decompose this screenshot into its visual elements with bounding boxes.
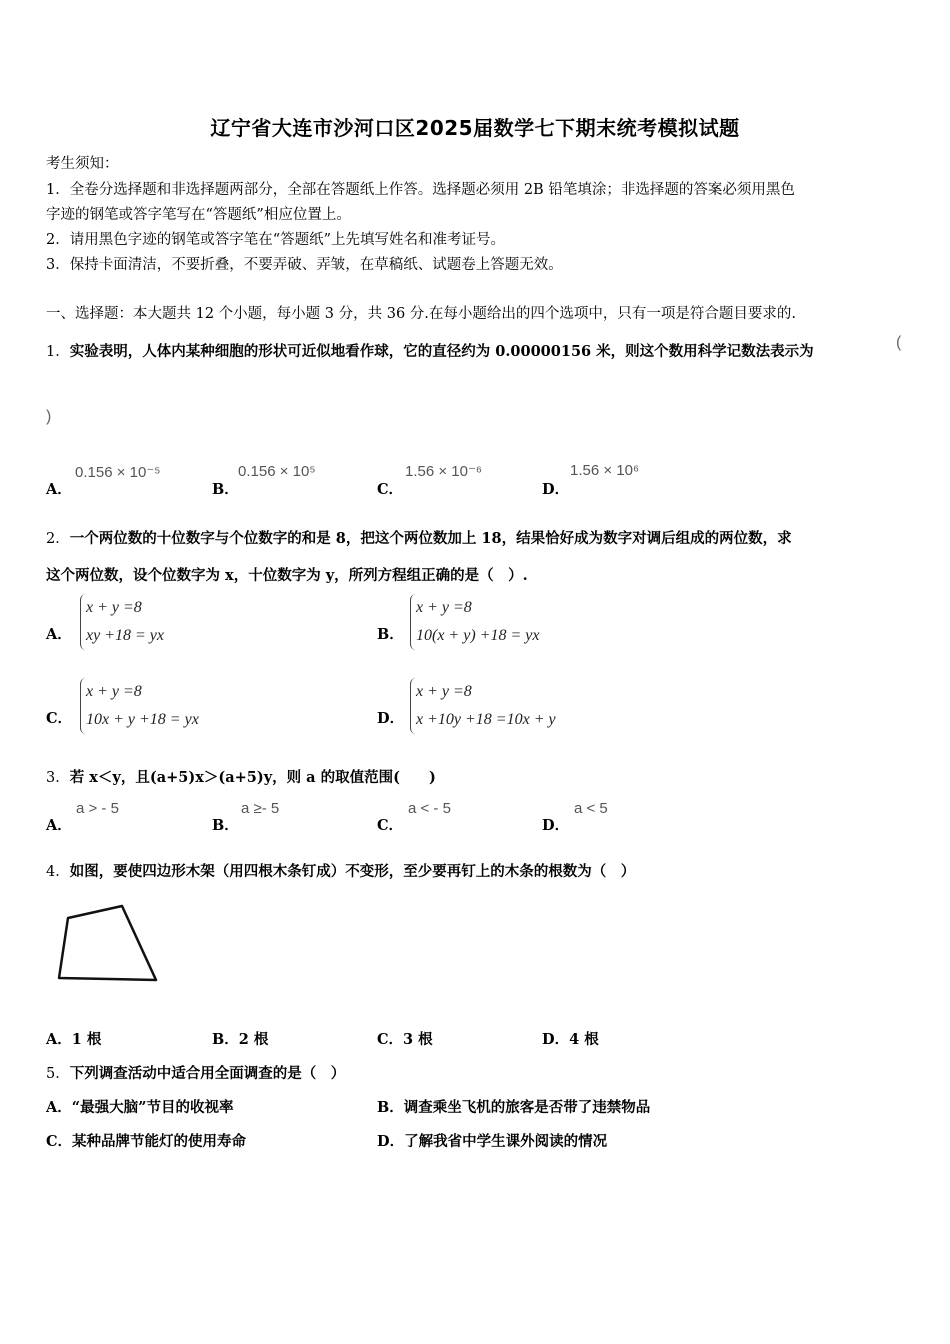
q3-option-d-value: a < 5 [574,800,608,817]
q3-option-a-label: A． [46,817,72,834]
question-number: 4． [46,864,70,880]
section-heading: 一、选择题：本大题共 12 个小题，每小题 3 分，共 36 分.在每小题给出的四个选项中，只有一项是符合题目要求的. [46,306,796,322]
equation: 10(x + y) +18 = yx [416,627,540,644]
notice-heading: 考生须知： [46,156,119,172]
q2-option-b-system [410,594,539,650]
q3-option-b-value: a ≥- 5 [241,800,280,817]
q4-option-c: C．3 根 [377,1031,433,1048]
equation: x +10y +18 =10x + y [416,711,556,728]
q1-option-a-label: A． [46,481,72,498]
equation: x + y =8 [86,599,142,616]
q3-option-b-label: B． [212,817,239,834]
equation: x + y =8 [86,683,142,700]
question-number: 1． [46,344,70,360]
q2-option-b-label: B． [377,626,404,643]
notice-line-1b: 字迹的钢笔或答字笔写在“答题纸”相应位置上。 [46,207,351,223]
page-title: 辽宁省大连市沙河口区2025届数学七下期末统考模拟试题 [210,116,740,140]
q2-option-d-system [410,678,556,734]
q5-option-c: C．某种品牌节能灯的使用寿命 [46,1133,247,1150]
q5-option-b: B．调查乘坐飞机的旅客是否带了违禁物品 [377,1099,651,1116]
q2-option-c-system [80,678,199,734]
q3-option-d-label: D． [542,817,570,834]
notice-line-2: 2．请用黑色字迹的钢笔或答字笔在“答题纸”上先填写姓名和准考证号。 [46,232,506,248]
question-text: 如图，要使四边形木架（用四根木条钉成）不变形，至少要再钉上的木条的根数为（ ） [69,863,636,880]
question-3 [46,766,436,787]
q2-option-a-system [80,594,164,650]
answer-paren-open: ( [896,334,902,351]
question-number: 2． [46,531,70,547]
question-text: 实验表明，人体内某种细胞的形状可近似地看作球，它的直径约为 0.00000156 米，则这个数用科学记数法表示为 [69,343,814,360]
q1-option-b-label: B． [212,481,239,498]
q1-option-d-value: 1.56 × 10⁶ [570,462,640,479]
quadrilateral-figure [50,898,170,990]
q1-option-d-label: D． [542,481,570,498]
q2-option-a-label: A． [46,626,72,643]
q3-option-c-value: a < - 5 [408,800,451,817]
q5-option-a: A．“最强大脑”节目的收视率 [46,1099,234,1116]
notice-line-1a: 1．全卷分选择题和非选择题两部分，全部在答题纸上作答。选择题必须用 2B 铅笔填涂；非选择题的答案必须用黑色 [46,182,795,198]
equation: xy +18 = yx [86,627,164,644]
question-text: 若 x＜y，且(a+5)x＞(a+5)y，则 a 的取值范围( ) [69,769,436,786]
question-1 [46,340,814,361]
q4-option-b: B．2 根 [212,1031,269,1048]
equation: x + y =8 [416,599,472,616]
q3-option-c-label: C． [377,817,404,834]
question-number: 3． [46,770,70,786]
question-text: 一个两位数的十位数字与个位数字的和是 8，把这个两位数加上 18，结果恰好成为数字对调后组成的两位数，求 [69,530,792,547]
question-2-line-1 [46,527,792,548]
equation: 10x + y +18 = yx [86,711,199,728]
question-text: 下列调查活动中适合用全面调查的是（ ） [69,1065,346,1082]
q5-option-d: D．了解我省中学生课外阅读的情况 [377,1133,608,1150]
question-number: 5． [46,1066,70,1082]
question-4 [46,860,635,881]
q1-option-c-value: 1.56 × 10⁻⁶ [405,463,483,480]
q2-option-c-label: C． [46,710,73,727]
equation: x + y =8 [416,683,472,700]
q1-option-c-label: C． [377,481,404,498]
q4-option-d: D．4 根 [542,1031,599,1048]
q3-option-a-value: a > - 5 [76,800,119,817]
q1-option-a-value: 0.156 × 10⁻⁵ [75,464,161,481]
q1-option-b-value: 0.156 × 10⁵ [238,463,316,480]
q2-option-d-label: D． [377,710,405,727]
question-5 [46,1062,345,1083]
q4-option-a: A．1 根 [46,1031,102,1048]
answer-paren-close: ) [46,408,52,425]
notice-line-3: 3．保持卡面清洁，不要折叠，不要弄破、弄皱，在草稿纸、试题卷上答题无效。 [46,257,563,273]
question-2-line-2: 这个两位数，设个位数字为 x，十位数字为 y，所列方程组正确的是（ ）. [46,567,528,584]
